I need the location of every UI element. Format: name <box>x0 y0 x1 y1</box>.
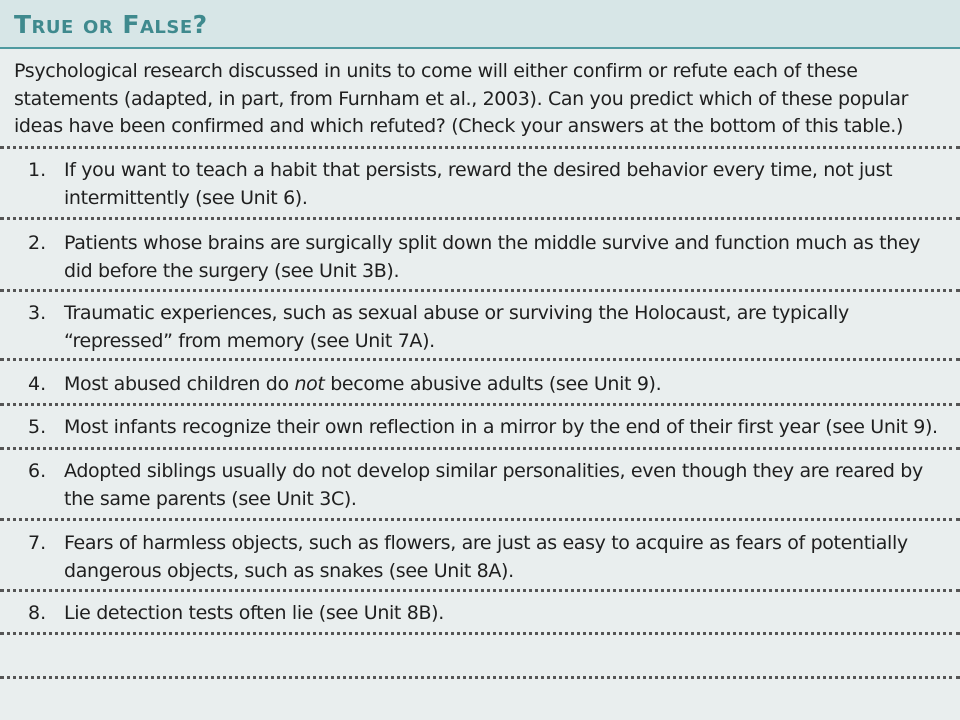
statement-number: 3. <box>28 302 47 324</box>
dotted-divider <box>0 676 960 679</box>
dotted-divider <box>0 217 960 220</box>
statement-number: 4. <box>28 373 47 395</box>
statement-number: 8. <box>28 602 47 624</box>
statement-number: 7. <box>28 532 47 554</box>
dotted-divider <box>0 289 960 292</box>
dotted-divider <box>0 518 960 521</box>
statement-text: If you want to teach a habit that persists, reward the desired behavior every time, not just intermittently (see Unit 6). <box>64 159 893 209</box>
page-title: True or False? <box>14 10 208 39</box>
dotted-divider <box>0 146 960 149</box>
statement-text: Traumatic experiences, such as sexual abuse or surviving the Holocaust, are typically “repressed” from memory (see Unit 7A). <box>64 302 849 352</box>
dotted-divider <box>0 589 960 592</box>
statement-number: 5. <box>28 416 47 438</box>
statement-number: 2. <box>28 232 47 254</box>
intro-paragraph: Psychological research discussed in units to come will either confirm or refute each of these statements (adapted, in part, from Furnham et al., 2003). Can you predict which of these popular ideas have been confirmed and which refuted? (Check your answers at the bottom of this table.) <box>14 60 909 137</box>
statement-text: Adopted siblings usually do not develop similar personalities, even though they are reared by the same parents (see Unit 3C). <box>64 460 923 510</box>
statement-text-after: become abusive adults (see Unit 9). <box>324 373 662 395</box>
dotted-divider <box>0 358 960 361</box>
statement-text-emphasis: not <box>294 373 325 395</box>
statement-text-before: Most abused children do <box>64 373 295 395</box>
title-divider <box>0 47 960 49</box>
dotted-divider <box>0 403 960 406</box>
statement-text <box>64 371 954 399</box>
statement-text: Most infants recognize their own reflection in a mirror by the end of their first year (see Unit 9). <box>64 416 938 438</box>
statement-number: 1. <box>28 159 47 181</box>
statement-text: Lie detection tests often lie (see Unit 8B). <box>64 602 444 624</box>
statement-number: 6. <box>28 460 47 482</box>
statement-text: Patients whose brains are surgically split down the middle survive and function much as they did before the surgery (see Unit 3B). <box>64 232 921 282</box>
statement-text: Fears of harmless objects, such as flowers, are just as easy to acquire as fears of potentially dangerous objects, such as snakes (see Unit 8A). <box>64 532 908 582</box>
dotted-divider <box>0 632 960 635</box>
dotted-divider <box>0 447 960 450</box>
